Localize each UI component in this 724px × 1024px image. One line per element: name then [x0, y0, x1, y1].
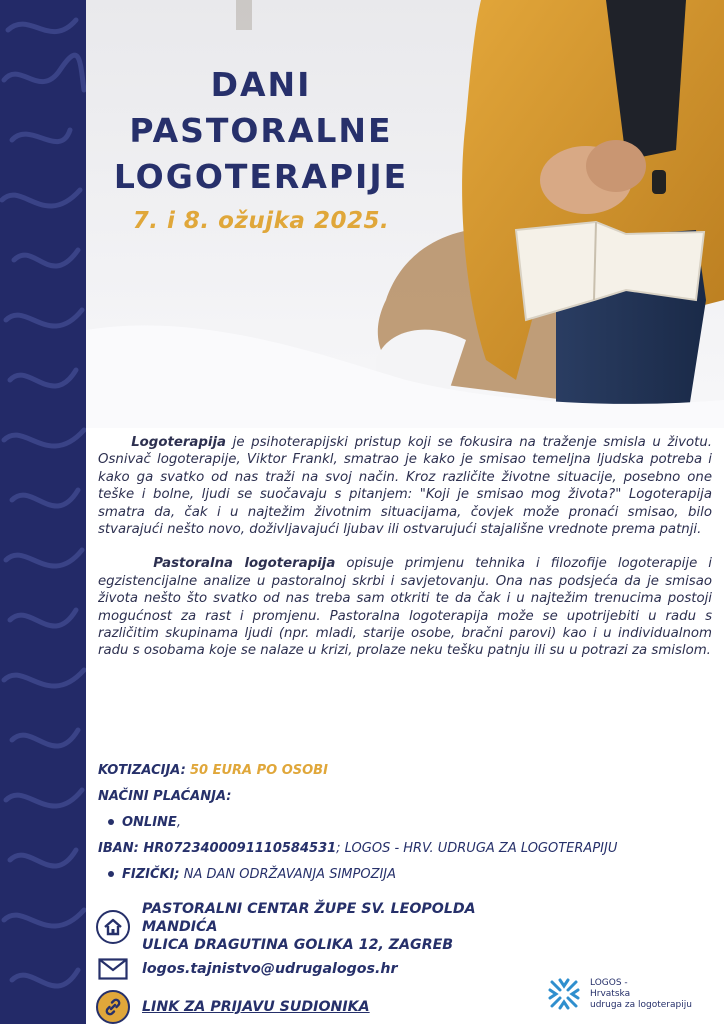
title-line-2: PASTORALNE — [129, 111, 393, 150]
event-title — [86, 62, 436, 200]
registration-link[interactable]: LINK ZA PRIJAVU SUDIONIKA — [142, 999, 370, 1015]
paragraph-pastoralna — [98, 555, 712, 659]
paragraph-logoterapija — [98, 434, 712, 538]
link-icon — [96, 990, 130, 1024]
band-pattern — [0, 0, 86, 1024]
registration-row — [96, 990, 536, 1024]
bullet-icon — [108, 819, 114, 825]
iban-row — [98, 836, 718, 862]
paragraph-lead: Pastoralna logoterapija — [153, 556, 336, 572]
logo-text — [590, 978, 692, 1011]
logos-logo — [546, 972, 722, 1016]
home-icon — [96, 910, 130, 944]
side-decoration-band — [0, 0, 86, 1024]
physical-suffix: NA DAN ODRŽAVANJA SIMPOZIJA — [179, 867, 397, 882]
hero-photo — [86, 0, 724, 428]
envelope-icon — [96, 958, 130, 980]
paragraph-lead: Logoterapija — [131, 435, 226, 450]
location-text — [142, 900, 536, 954]
logos-logo-icon — [546, 976, 582, 1012]
physical-label: FIZIČKI; — [122, 867, 180, 882]
fee-value: 50 EURA PO OSOBI — [189, 763, 328, 778]
logo-line-1: LOGOS - — [590, 977, 628, 988]
iban-recipient: ; LOGOS - HRV. UDRUGA ZA LOGOTERAPIJU — [336, 841, 618, 856]
fee-row — [98, 758, 718, 784]
payment-info — [98, 758, 718, 888]
fee-label: KOTIZACIJA: — [98, 763, 186, 778]
event-date: 7. i 8. ožujka 2025. — [132, 208, 390, 234]
payment-methods-row — [98, 784, 718, 810]
logo-line-3: udruga za logoterapiju — [590, 999, 692, 1010]
location-line-2: ULICA DRAGUTINA GOLIKA 12, ZAGREB — [142, 937, 454, 953]
paragraph-text: opisuje primjenu tehnika i filozofije logoterapije i egzistencijalne analize u pastoralnoj skrbi i savjetovanju. Ona nas podsjeća da je smisao života nešto što svatko od nas treba sam otkriti te da čak i u najtežim trenucima postoji mogućnost za rast i promjenu. Pastoralna logoterapija može se upotrijebiti u radu s različitim skupinama ljudi (npr. mladi, starije osobe, bračni parovi) kao i u individualnom radu s osobama koje se nalaze u krizi, prolaze neku tešku patnju ili su u potrazi za smislom. — [98, 556, 712, 659]
email-link[interactable]: logos.tajnistvo@udrugalogos.hr — [142, 961, 398, 977]
payment-physical-item — [98, 862, 718, 888]
payment-label: NAČINI PLAĆANJA: — [98, 789, 232, 804]
bullet-icon — [108, 871, 114, 877]
location-row — [96, 901, 536, 953]
logo-line-2: Hrvatska — [590, 988, 631, 999]
title-line-3: LOGOTERAPIJE — [113, 157, 409, 196]
online-suffix: , — [176, 815, 181, 830]
location-line-1: PASTORALNI CENTAR ŽUPE SV. LEOPOLDA MANDIĆA — [142, 901, 476, 935]
paragraph-text: je psihoterapijski pristup koji se fokusira na traženje smisla u životu. Osnivač logoterapije, Viktor Frankl, smatrao je kako je smisao temeljna ljudska potreba i kako ga svatko od nas traži na svoj način. Kroz različite životne situacije, posebno one teške i bolne, ljudi se suočavaju s pitanjem: "Koji je smisao mog života?" Logoterapija smatra da, čak i u najtežim životnim situacijama, čovjek može pronaći smisao, bilo stvarajući nešto novo, doživljavajući ljubav ili ostvarujući stajališne vrednote prema patnji. — [98, 435, 712, 538]
online-label: ONLINE — [122, 815, 177, 830]
description-section — [98, 434, 712, 660]
payment-online-item — [98, 810, 718, 836]
title-line-1: DANI — [210, 65, 312, 104]
contact-section — [96, 901, 536, 1024]
iban-label: IBAN: HR0723400091110584531 — [98, 841, 337, 856]
email-row — [96, 958, 536, 980]
